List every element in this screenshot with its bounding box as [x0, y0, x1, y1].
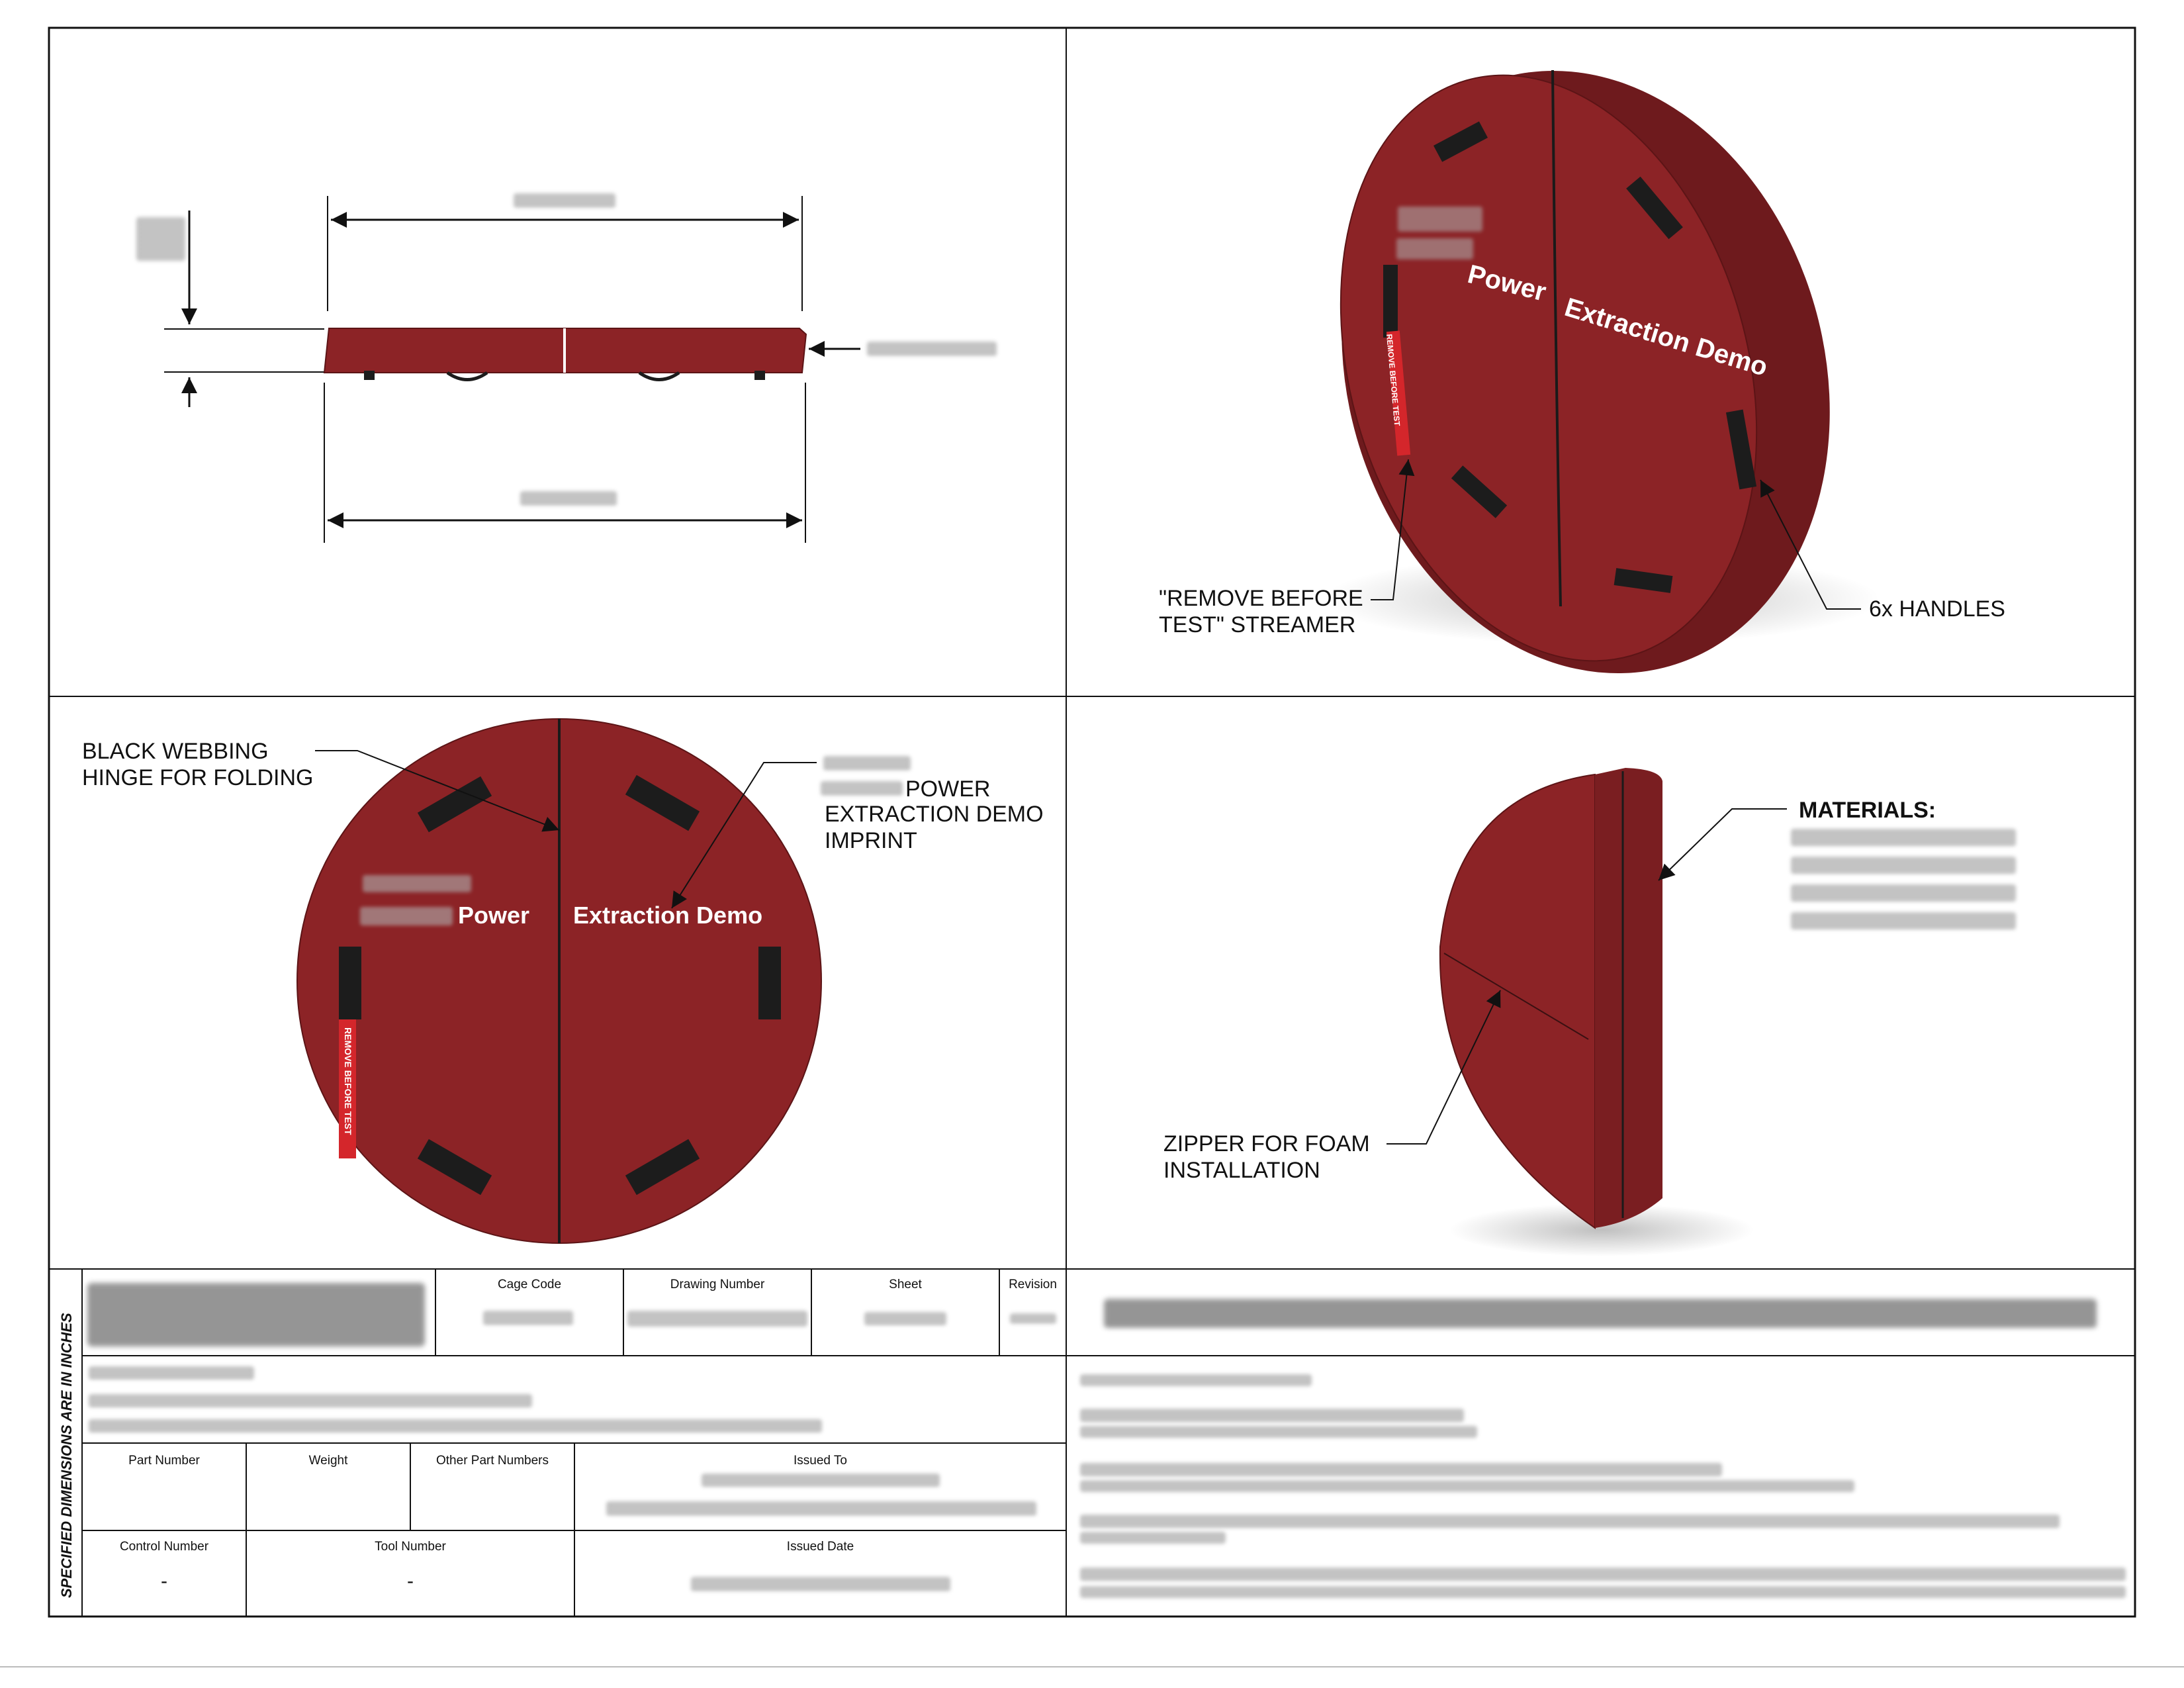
hinge-callout: BLACK WEBBING HINGE FOR FOLDING	[82, 739, 314, 790]
redacted-drawing-number	[627, 1311, 807, 1327]
iso-streamer-text: REMOVE BEFORE TEST	[1385, 334, 1402, 427]
imprint-callout-line1: POWER	[905, 776, 991, 802]
redacted-dimension	[136, 217, 185, 261]
dimensions-note: SPECIFIED DIMENSIONS ARE IN INCHES	[58, 1313, 75, 1598]
control-number-value: -	[161, 1570, 167, 1592]
redacted-materials-line	[1791, 857, 2016, 874]
redacted-company-logo	[87, 1283, 425, 1346]
revision-header: Revision	[1009, 1278, 1057, 1291]
part-number-header: Part Number	[128, 1454, 200, 1468]
redacted-drawing-title	[1104, 1299, 2097, 1328]
redacted-imprint-line	[821, 781, 903, 796]
redacted-notes	[1080, 1532, 1226, 1544]
front-view	[297, 719, 821, 1243]
materials-heading: MATERIALS:	[1799, 798, 1936, 823]
redacted-dimension	[867, 342, 997, 356]
redacted-sheet	[864, 1312, 946, 1325]
tool-number-value: -	[407, 1570, 414, 1592]
redacted-dimension	[520, 491, 617, 506]
side-elevation-view	[164, 196, 860, 543]
front-extraction-demo-text: Extraction Demo	[573, 902, 763, 929]
redacted-issued-to	[606, 1501, 1036, 1516]
redacted-description	[89, 1419, 822, 1432]
redacted-logo	[1396, 238, 1473, 259]
redacted-notes	[1080, 1480, 1854, 1492]
weight-header: Weight	[308, 1454, 348, 1468]
redacted-materials-line	[1791, 884, 2016, 902]
zipper-callout: ZIPPER FOR FOAM INSTALLATION	[1163, 1131, 1370, 1183]
redacted-revision	[1010, 1313, 1056, 1324]
streamer-callout: "REMOVE BEFORE TEST" STREAMER	[1159, 586, 1363, 637]
isometric-view	[1273, 13, 1899, 732]
redacted-imprint-line	[823, 756, 911, 771]
tool-number-header: Tool Number	[375, 1540, 446, 1554]
folded-view	[1387, 768, 1787, 1256]
redacted-dimension	[514, 193, 615, 208]
redacted-notes	[1080, 1515, 2060, 1528]
redacted-notes	[1080, 1409, 1464, 1422]
issued-to-header: Issued To	[794, 1454, 847, 1468]
redacted-description	[89, 1366, 254, 1380]
iso-extraction-demo-text: Extraction Demo	[1561, 293, 1771, 383]
front-streamer-text: REMOVE BEFORE TEST	[343, 1027, 353, 1135]
control-number-header: Control Number	[119, 1540, 209, 1554]
redacted-materials-line	[1791, 829, 2016, 846]
redacted-logo	[360, 907, 453, 925]
redacted-issued-to	[702, 1474, 940, 1487]
redacted-description	[89, 1394, 532, 1407]
redacted-notes	[1080, 1568, 2126, 1581]
handles-callout: 6x HANDLES	[1869, 596, 2005, 622]
redacted-notes	[1080, 1426, 1477, 1438]
redacted-cage-code	[483, 1311, 573, 1325]
sheet-header: Sheet	[889, 1278, 922, 1291]
cage-code-header: Cage Code	[497, 1278, 562, 1291]
redacted-issued-date	[691, 1577, 950, 1591]
redacted-materials-line	[1791, 912, 2016, 929]
other-part-numbers-header: Other Part Numbers	[436, 1454, 549, 1468]
imprint-callout: EXTRACTION DEMO IMPRINT	[825, 802, 1044, 853]
redacted-logo	[363, 875, 471, 892]
redacted-notes	[1080, 1463, 1722, 1476]
redacted-notes	[1080, 1374, 1312, 1386]
drawing-number-header: Drawing Number	[670, 1278, 765, 1291]
issued-date-header: Issued Date	[786, 1540, 854, 1554]
redacted-logo	[1398, 207, 1482, 232]
iso-power-text: Power	[1465, 259, 1549, 307]
front-power-text: Power	[458, 902, 530, 929]
redacted-notes	[1080, 1586, 2126, 1598]
